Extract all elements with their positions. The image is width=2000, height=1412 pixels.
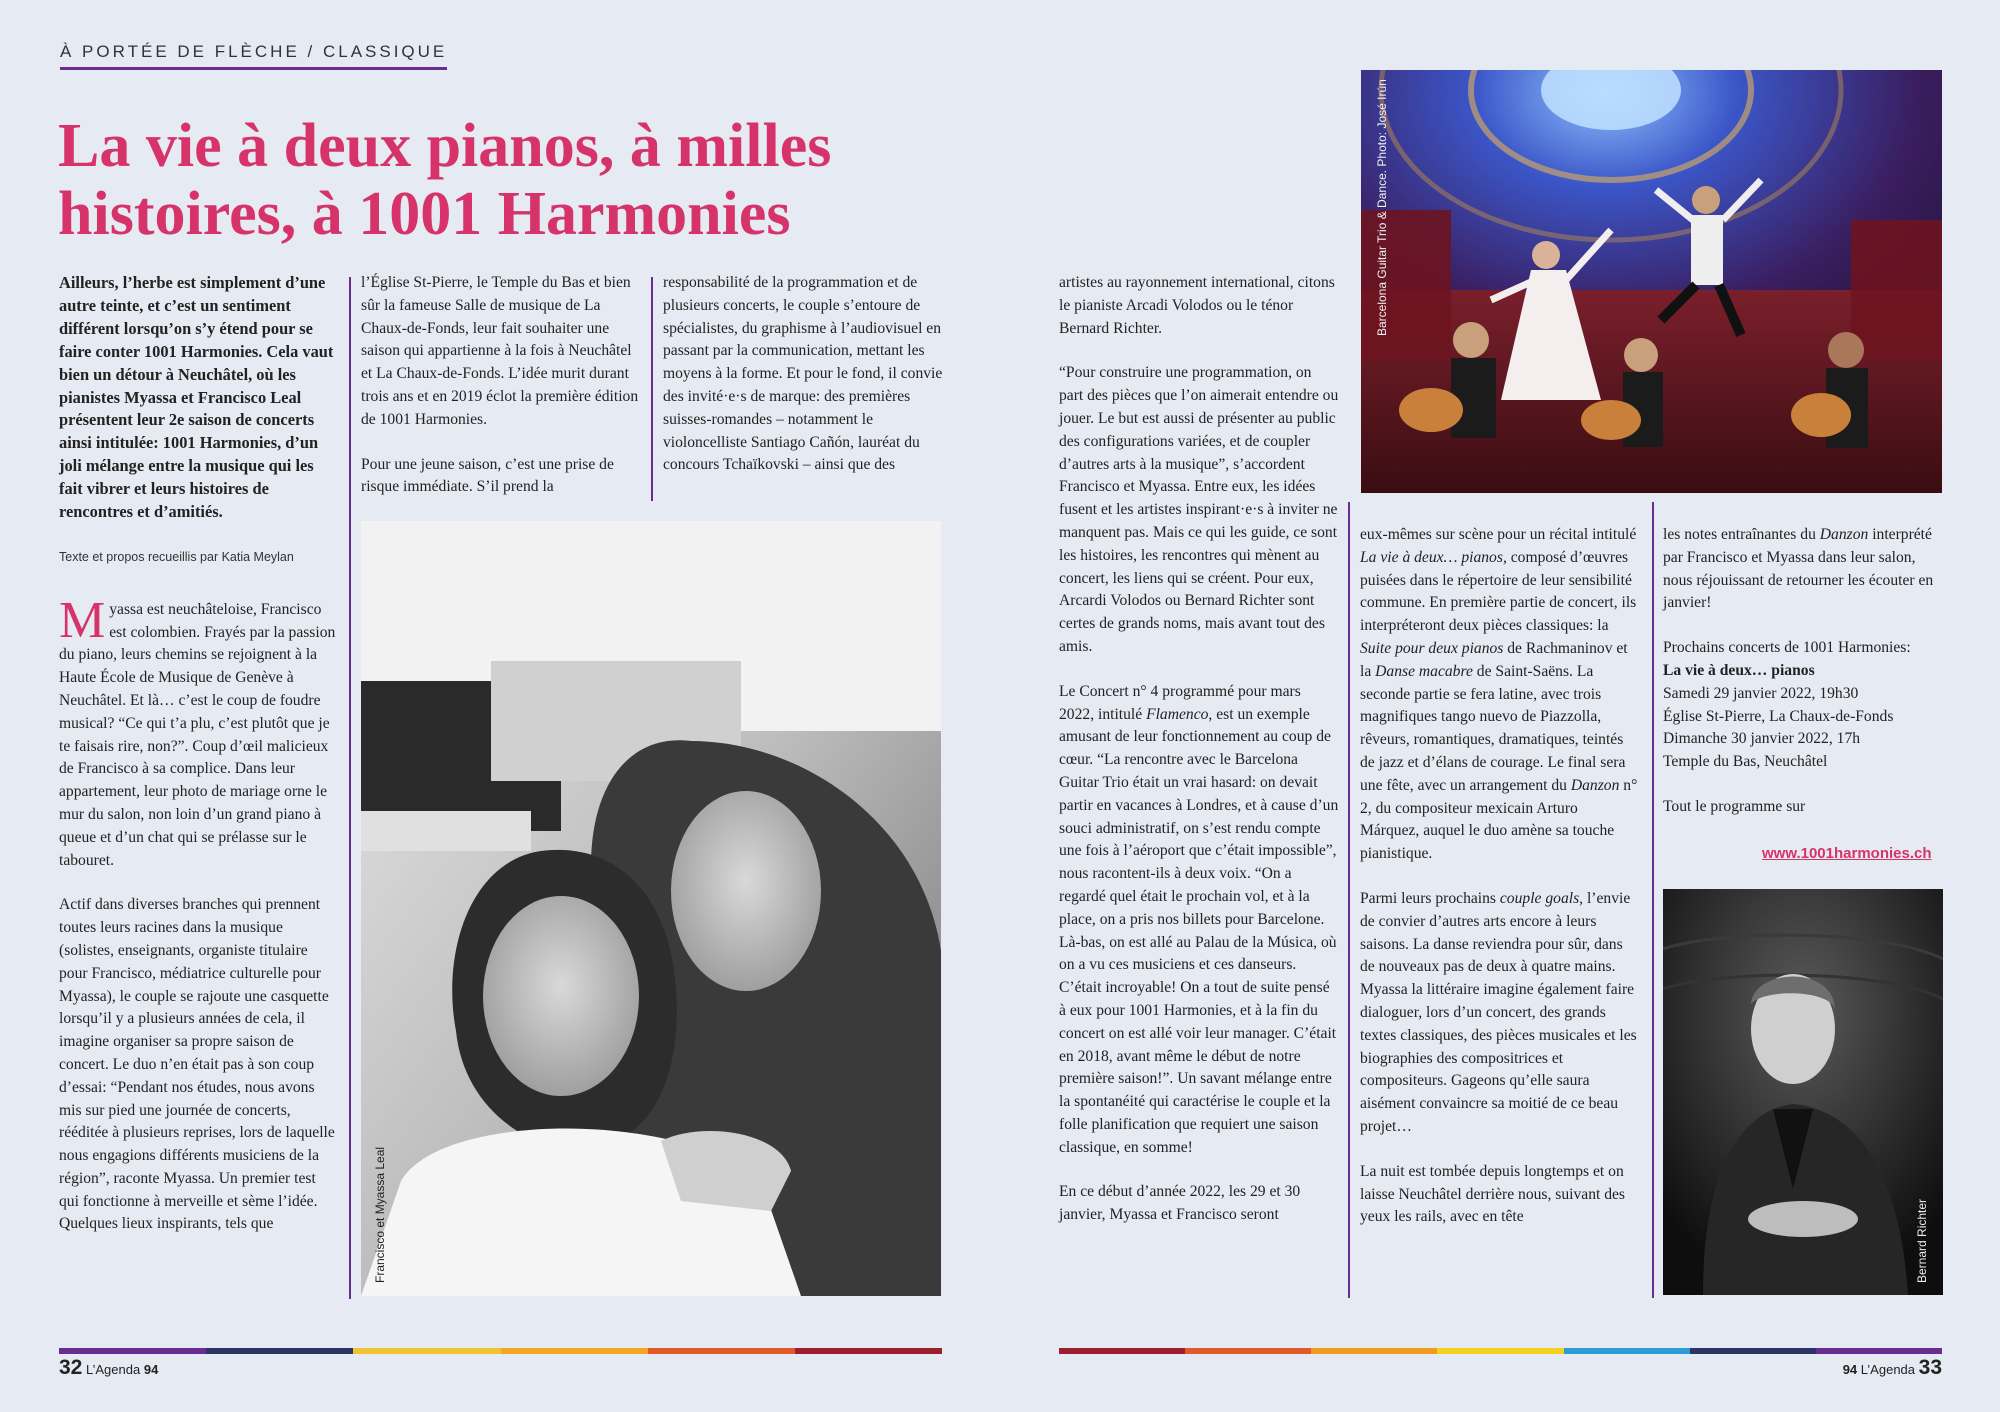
column-rule	[651, 277, 653, 501]
title-line-2: histoires, à 1001 Harmonies	[58, 180, 791, 248]
portrait-photo	[1663, 889, 1943, 1295]
website-link[interactable]: www.1001harmonies.ch	[1762, 845, 1932, 862]
flamenco-photo-graphic	[1361, 70, 1942, 493]
page-number: 33	[1918, 1356, 1942, 1379]
concert-venue-1: Église St-Pierre, La Chaux-de-Fonds	[1663, 707, 1894, 725]
footer-left	[59, 1356, 158, 1380]
paragraph: “Pour construire une programmation, on part des pièces que l’on aimerait entendre ou jouer. Le but est aussi de présenter au public des configurations variées, et de coupler d’autres arts à la musique”, s’accordent Francisco et Myassa. Entre eux, les idées fusent et les artistes inspirant·e·s à inviter ne manquent pas. Mais ce qui les guide, ce sont les histoires, les rencontres qui mènent au concert, les liens qui se créent. Pour eux, Arcardi Volodos ou Bernard Richter sont certes de grands noms, mais avant tout des amis.	[1059, 364, 1339, 655]
article-title	[58, 112, 958, 248]
paragraph: Pour une jeune saison, c’est une prise de risque immédiate. S’il prend la	[361, 455, 614, 496]
paragraph: La nuit est tombée depuis longtemps et on laisse Neuchâtel derrière nous, suivant des yeux les rails, avec en tête	[1360, 1162, 1626, 1226]
column-6	[1663, 524, 1943, 819]
paragraph: eux-mêmes sur scène pour un récital intitulé La vie à deux… pianos, composé d’œuvres puisées dans le répertoire de leur sensibilité commune. En première partie de concert, ils interpréteront deux pièces classiques: la Suite pour deux pianos de Rachmaninov et la Danse macabre de Saint-Saëns. La seconde partie se fera latine, avec trois magnifiques tango nuevo de Piazzolla, rêveurs, romantiques, dramatiques, teintés de jazz et d’élans de courage. Le final sera une fête, avec un arrangement du Danzon n° 2, du compositeur mexicain Arturo Márquez, auquel le duo amène sa touche pianistique.	[1360, 526, 1638, 863]
paragraph: artistes au rayonnement international, citons le pianiste Arcadi Volodos ou le ténor Bernard Richter.	[1059, 274, 1335, 337]
paragraph: Parmi leurs prochains couple goals, l’envie de convier d’autres arts encore à leurs saisons. La danse reviendra pour sûr, dans de nouveaux pas de deux à quatre mains. Myassa la littéraire imagine également faire dialoguer, lors d’un concert, des grands textes classiques, des pièces musicales et les biographies des compositrices et compositeurs. Gageons qu’elle saura aisément convaincre sa moitié de ce beau projet…	[1360, 889, 1637, 1135]
title-line-1: La vie à deux pianos, à milles	[58, 112, 832, 180]
lead-paragraph: Ailleurs, l’herbe est simplement d’une autre teinte, et c’est un sentiment différent lorsqu’on s’y étend pour se faire conter 1001 Harmonies. Cela vaut bien un détour à Neuchâtel, où les pianistes Myassa et Francisco Leal présentent leur 2e saison de concerts ainsi intitulée: 1001 Harmonies, d’un joli mélange entre la musique qui les fait vibrer et leurs histoires de rencontres et d’amitiés.	[59, 273, 334, 522]
column-rule	[1652, 502, 1654, 1298]
paragraph: En ce début d’année 2022, les 29 et 30 janvier, Myassa et Francisco seront	[1059, 1183, 1301, 1224]
column-3	[663, 272, 945, 499]
paragraph: Actif dans diverses branches qui prennent toutes leurs racines dans la musique (solistes, enseignants, organiste titulaire pour Francisco, médiatrice culturelle pour Myassa), le couple se rajoute une casquette lorsqu’il y a plusieurs années de cela, il imagine organiser sa propre saison de concert. Le duo n’en était pas à son coup d’essai: “Pendant nos études, nous avons mis sur pied une journée de concerts, rééditée à plusieurs reprises, lors de laquelle nous engagions différents musiciens de la région”, raconte Myassa. Un premier test qui fonctionne à merveille et sème l’idée. Quelques lieux inspirants, tels que	[59, 896, 335, 1233]
flamenco-photo	[1361, 70, 1942, 493]
next-concert-title: La vie à deux… pianos	[1663, 661, 1815, 679]
flamenco-photo-caption: Barcelona Guitar Trio & Dance. Photo: José Irún	[1375, 79, 1389, 336]
paragraph: responsabilité de la programmation et de plusieurs concerts, le couple s’entoure de spécialistes, du graphisme à l’audiovisuel en passant par la communication, mettant les moyens à la forme. Et pour le fond, il convie des invité·e·s de marque: des premières suisses-romandes – notamment le violoncelliste Santiago Cañón, lauréat du concours Tchaïkovski – ainsi que des	[663, 274, 943, 474]
magazine-name: L’Agenda	[85, 1362, 141, 1377]
section-label: À PORTÉE DE FLÈCHE / CLASSIQUE	[60, 42, 447, 70]
author-credit: Texte et propos recueillis par Katia Meylan	[59, 549, 294, 564]
paragraph: les notes entraînantes du Danzon interprété par Francisco et Myassa dans leur salon, nous réjouissant de retourner les écouter en janvier!	[1663, 526, 1934, 612]
column-5	[1360, 524, 1640, 1251]
concert-venue-2: Temple du Bas, Neuchâtel	[1663, 753, 1828, 771]
drop-cap: M	[59, 591, 106, 649]
concert-date-2: Dimanche 30 janvier 2022, 17h	[1663, 730, 1861, 748]
column-rule	[1348, 502, 1350, 1298]
footer-color-stripe-left	[59, 1348, 942, 1354]
concert-date-1: Samedi 29 janvier 2022, 19h30	[1663, 684, 1859, 702]
issue-number: 94	[1842, 1362, 1858, 1377]
column-1	[59, 272, 337, 1258]
paragraph: Le Concert n° 4 programmé pour mars 2022, intitulé Flamenco, est un exemple amusant de leur fonctionnement au coup de cœur. “La rencontre avec le Barcelona Guitar Trio était un vrai hasard: on devait partir en vacances à Londres, et à cause d’un souci administratif, on s’est rendu compte une fois à l’aéroport que c’était impossible”, nous racontent-ils à deux voix. “On a regardé quel était le prochain vol, et à la place, on a pris nos billets pour Barcelone. Là-bas, on est allé au Palau de la Música, où on a vu ces musiciens et ces danseurs. C’était incroyable! On a tout de suite pensé à eux pour 1001 Harmonies, et à la fin du concert on est allé voir leur manager. C’était en 2018, avant même le début de notre première saison!”. Un savant mélange entre la spontanéité qui caractérise le couple et la folle planification que requiert une saison classique, en somme!	[1059, 682, 1339, 1156]
next-concerts-label: Prochains concerts de 1001 Harmonies:	[1663, 639, 1911, 657]
paragraph: Myassa est neuchâteloise, Francisco est colombien. Frayés par la passion du piano, leurs chemins se rejoignent à la Haute École de Musique de Genève à Neuchâtel. Et là… c’est le coup de foudre musical? “Ce qui t’a plu, c’est plutôt que je te faisais rire, non?”. Coup d’œil malicieux de Francisco à sa complice. Dans leur appartement, leur photo de mariage orne le mur du salon, non loin d’un grand piano à queue et d’un chat qui se prélasse sur le tabouret.	[59, 591, 336, 869]
footer-right	[1843, 1356, 1942, 1380]
column-rule	[349, 277, 351, 1299]
portrait-photo-graphic	[1663, 889, 1943, 1295]
couple-photo-graphic	[361, 521, 941, 1296]
footer-color-stripe-right	[1059, 1348, 1942, 1354]
issue-number: 94	[143, 1362, 159, 1377]
portrait-photo-caption: Bernard Richter	[1915, 1198, 1929, 1283]
main-photo-caption: Francisco et Myassa Leal	[373, 1146, 387, 1283]
magazine-name: L’Agenda	[1860, 1362, 1916, 1377]
column-4	[1059, 272, 1339, 1249]
program-label: Tout le programme sur	[1663, 797, 1806, 815]
column-2	[361, 272, 646, 521]
couple-photo	[361, 521, 941, 1296]
page-number: 32	[59, 1356, 83, 1379]
paragraph: l’Église St-Pierre, le Temple du Bas et bien sûr la fameuse Salle de musique de La Chaux-de-Fonds, leur fait souhaiter une saison qui appartienne à la fois à Neuchâtel et La Chaux-de-Fonds. L’idée murit durant trois ans et en 2019 éclot la première édition de 1001 Harmonies.	[361, 274, 639, 428]
